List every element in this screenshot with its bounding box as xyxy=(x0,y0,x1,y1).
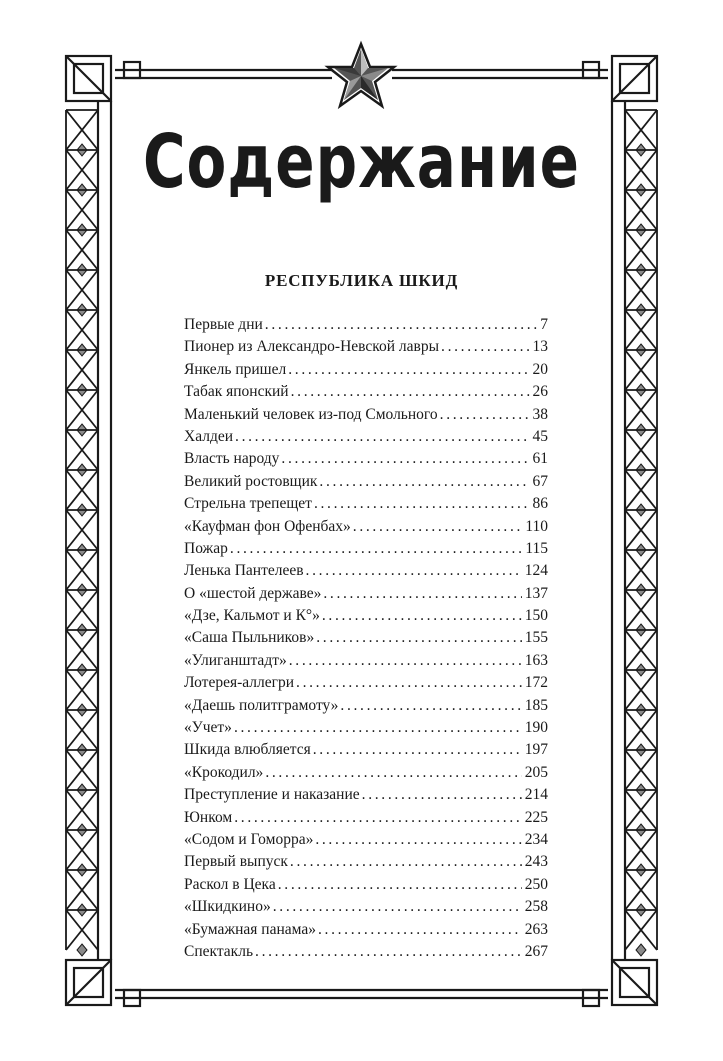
toc-entry[interactable] xyxy=(184,762,548,784)
toc-entry-title: «Дзе, Кальмот и К°» xyxy=(184,607,320,625)
toc-entry-title: Преступление и наказание xyxy=(184,786,360,804)
toc-leader-dots xyxy=(290,851,522,873)
toc-entry-page: 243 xyxy=(524,853,548,871)
toc-leader-dots xyxy=(313,739,522,761)
toc-entry[interactable] xyxy=(184,583,548,605)
toc-leader-dots xyxy=(362,784,522,806)
toc-entry-page: 197 xyxy=(524,741,548,759)
toc-entry[interactable] xyxy=(184,359,548,381)
toc-leader-dots xyxy=(318,919,522,941)
toc-entry-page: 13 xyxy=(532,338,548,356)
toc-leader-dots xyxy=(316,627,522,649)
toc-entry-title: Великий ростовщик xyxy=(184,472,318,490)
toc-leader-dots xyxy=(340,695,521,717)
toc-leader-dots xyxy=(230,538,522,560)
toc-entry-page: 110 xyxy=(525,517,548,535)
toc-entry[interactable] xyxy=(184,739,548,761)
toc-entry-page: 26 xyxy=(532,383,548,401)
toc-entry-page: 263 xyxy=(524,920,548,938)
table-of-contents xyxy=(184,314,548,963)
toc-entry-page: 234 xyxy=(524,830,548,848)
toc-entry-page: 137 xyxy=(524,584,548,602)
toc-leader-dots xyxy=(315,829,521,851)
toc-entry-title: «Улиганштадт» xyxy=(184,651,287,669)
toc-entry[interactable] xyxy=(184,829,548,851)
toc-entry-page: 205 xyxy=(524,763,548,781)
toc-leader-dots xyxy=(278,874,522,896)
toc-entry[interactable] xyxy=(184,560,548,582)
toc-entry[interactable] xyxy=(184,650,548,672)
toc-entry-title: Стрельна трепещет xyxy=(184,495,312,513)
toc-entry[interactable] xyxy=(184,695,548,717)
toc-entry-page: 258 xyxy=(524,898,548,916)
toc-entry-page: 150 xyxy=(524,607,548,625)
toc-entry[interactable] xyxy=(184,493,548,515)
toc-entry-page: 61 xyxy=(532,450,548,468)
toc-entry-title: Раскол в Цека xyxy=(184,875,276,893)
toc-entry-title: «Саша Пыльников» xyxy=(184,629,315,647)
toc-entry-page: 7 xyxy=(540,316,548,333)
toc-entry[interactable] xyxy=(184,874,548,896)
toc-entry-title: О «шестой державе» xyxy=(184,584,322,602)
toc-leader-dots xyxy=(289,650,522,672)
toc-entry-title: Спектакль xyxy=(184,942,254,960)
toc-entry[interactable] xyxy=(184,717,548,739)
toc-leader-dots xyxy=(234,717,522,739)
toc-leader-dots xyxy=(319,471,529,493)
toc-entry-page: 115 xyxy=(525,539,548,557)
toc-entry-title: Пожар xyxy=(184,539,228,557)
toc-entry-title: Шкида влюбляется xyxy=(184,741,311,759)
toc-entry-title: Пионер из Александро-Невской лавры xyxy=(184,338,440,356)
toc-entry-title: Власть народу xyxy=(184,450,280,468)
toc-entry[interactable] xyxy=(184,896,548,918)
toc-entry[interactable] xyxy=(184,381,548,403)
toc-leader-dots xyxy=(265,762,521,784)
toc-leader-dots xyxy=(234,807,522,829)
toc-entry-page: 124 xyxy=(524,562,548,580)
toc-entry[interactable] xyxy=(184,627,548,649)
toc-entry-title: Юнком xyxy=(184,808,233,826)
toc-entry[interactable] xyxy=(184,404,548,426)
toc-entry-page: 185 xyxy=(524,696,548,714)
toc-entry-page: 20 xyxy=(532,360,548,378)
toc-leader-dots xyxy=(441,336,529,358)
toc-entry[interactable] xyxy=(184,538,548,560)
toc-entry-page: 225 xyxy=(524,808,548,826)
toc-leader-dots xyxy=(296,672,522,694)
toc-entry-title: «Шкидкино» xyxy=(184,898,271,916)
toc-entry-page: 67 xyxy=(532,472,548,490)
toc-entry-page: 163 xyxy=(524,651,548,669)
toc-entry[interactable] xyxy=(184,672,548,694)
toc-leader-dots xyxy=(273,896,522,918)
toc-entry-page: 38 xyxy=(532,405,548,423)
page-title: Содержание xyxy=(142,118,580,206)
section-title: РЕСПУБЛИКА ШКИД xyxy=(264,271,459,290)
toc-entry-page: 250 xyxy=(524,875,548,893)
toc-entry-title: «Бумажная панама» xyxy=(184,920,316,938)
toc-leader-dots xyxy=(314,493,530,515)
toc-entry-title: Маленький человек из-под Смольного xyxy=(184,405,438,423)
toc-entry-page: 267 xyxy=(524,942,548,960)
toc-leader-dots xyxy=(288,359,529,381)
toc-entry-title: Первый выпуск xyxy=(184,853,288,871)
toc-entry-title: Ленька Пантелеев xyxy=(184,562,304,580)
toc-leader-dots xyxy=(235,426,529,448)
toc-entry-title: «Учет» xyxy=(184,719,232,737)
toc-entry-page: 214 xyxy=(524,786,548,804)
toc-entry-page: 172 xyxy=(524,674,548,692)
toc-leader-dots xyxy=(353,516,523,538)
toc-entry[interactable] xyxy=(184,336,548,358)
toc-entry[interactable] xyxy=(184,784,548,806)
toc-entry[interactable] xyxy=(184,807,548,829)
toc-entry[interactable] xyxy=(184,605,548,627)
toc-entry-title: Янкель пришел xyxy=(184,360,287,378)
toc-entry-page: 45 xyxy=(532,427,548,445)
toc-leader-dots xyxy=(440,404,530,426)
toc-entry-page: 86 xyxy=(532,495,548,513)
toc-entry-page: 190 xyxy=(524,719,548,737)
toc-entry[interactable] xyxy=(184,516,548,538)
toc-entry-title: «Содом и Гоморра» xyxy=(184,830,314,848)
toc-entry-title: Табак японский xyxy=(184,383,289,401)
toc-leader-dots xyxy=(291,381,530,403)
toc-entry[interactable] xyxy=(184,314,548,336)
toc-entry[interactable] xyxy=(184,448,548,470)
toc-leader-dots xyxy=(281,448,529,470)
toc-entry-title: «Крокодил» xyxy=(184,763,264,781)
toc-entry-title: «Кауфман фон Офенбах» xyxy=(184,517,351,535)
toc-leader-dots xyxy=(265,314,537,336)
toc-entry[interactable] xyxy=(184,919,548,941)
toc-entry[interactable] xyxy=(184,471,548,493)
toc-entry-title: «Даешь политграмоту» xyxy=(184,696,339,714)
toc-entry[interactable] xyxy=(184,941,548,963)
toc-leader-dots xyxy=(306,560,522,582)
toc-entry[interactable] xyxy=(184,851,548,873)
toc-entry-title: Лотерея-аллегри xyxy=(184,674,295,692)
toc-entry-title: Первые дни xyxy=(184,316,263,333)
toc-entry-page: 155 xyxy=(524,629,548,647)
toc-entry-title: Халдеи xyxy=(184,427,234,445)
toc-leader-dots xyxy=(255,941,522,963)
star-icon xyxy=(328,44,394,106)
toc-entry[interactable] xyxy=(184,426,548,448)
toc-leader-dots xyxy=(323,583,521,605)
toc-leader-dots xyxy=(322,605,522,627)
